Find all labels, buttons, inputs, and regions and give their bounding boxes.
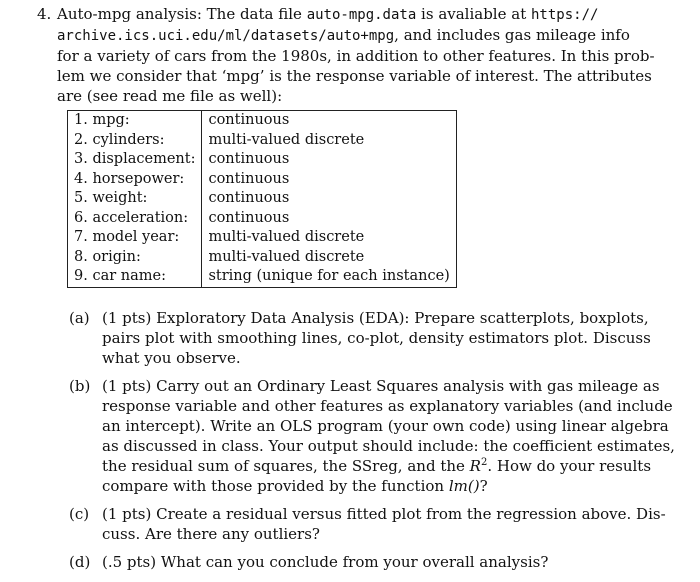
- intro-line: [57, 4, 689, 25]
- text-run: response variable and other features as explanatory variables (and include: [102, 397, 673, 415]
- attribute-type: continuous: [208, 190, 290, 206]
- sub-question-label: (b): [69, 377, 91, 395]
- text-run: is avaliable at: [416, 5, 531, 23]
- text-run: lem we consider that ‘mpg’ is the response variable of interest. The attributes: [57, 67, 652, 85]
- attribute-row: [68, 111, 457, 131]
- attribute-row: [68, 248, 457, 268]
- text-run: for a variety of cars from the 1980s, in addition to other features. In this prob-: [57, 47, 655, 65]
- attribute-type: multi-valued discrete: [208, 131, 365, 148]
- sub-question-line: [102, 308, 689, 328]
- attribute-row: [68, 209, 457, 229]
- italic-text: R: [469, 457, 481, 475]
- intro-line: [57, 25, 689, 46]
- attribute-name: 5. weight:: [68, 189, 202, 209]
- problem-intro: [37, 4, 689, 106]
- sub-question-line: [102, 348, 689, 368]
- attribute-type: continuous: [208, 209, 290, 226]
- sub-question-line: [102, 396, 689, 416]
- attribute-type: string (unique for each instance): [208, 268, 450, 284]
- text-run: (1 pts) Exploratory Data Analysis (EDA): Prepare scatterplots, boxplots,: [102, 309, 649, 327]
- text-run: (1 pts) Create a residual versus fitted plot from the regression above. Dis-: [102, 505, 666, 523]
- sub-question-line: [102, 456, 689, 476]
- attribute-name: 6. acceleration:: [68, 209, 202, 229]
- attribute-row: [68, 267, 457, 287]
- text-run: (1 pts) Carry out an Ordinary Least Squares analysis with gas mileage as: [102, 377, 660, 395]
- attribute-row: [68, 170, 457, 190]
- text-run: pairs plot with smoothing lines, co-plot, density estimators plot. Discuss: [102, 329, 651, 347]
- monospace-text: https://: [531, 7, 599, 23]
- attribute-name: 7. model year:: [68, 228, 202, 248]
- text-run: are (see read me file as well):: [57, 87, 283, 105]
- sub-question: [69, 504, 689, 544]
- attribute-name: 8. origin:: [68, 248, 202, 268]
- sub-question-line: [102, 504, 689, 524]
- text-run: , and includes gas mileage info: [394, 26, 630, 44]
- sub-question-text: [102, 376, 689, 496]
- attribute-type: multi-valued discrete: [208, 248, 365, 265]
- attribute-row: [68, 150, 457, 170]
- sub-question-line: [102, 328, 689, 348]
- intro-line: [57, 86, 689, 106]
- sub-question-text: [102, 552, 689, 572]
- attribute-table: [67, 110, 457, 288]
- text-run: as discussed in class. Your output should include: the coefficient estimates,: [102, 437, 675, 455]
- intro-line: [57, 66, 689, 86]
- intro-line: [57, 46, 689, 66]
- sub-question-line: [102, 524, 689, 544]
- sub-question-label: (a): [69, 309, 90, 327]
- sub-question: [69, 376, 689, 496]
- problem-parts-list: [69, 308, 689, 580]
- sub-question-line: [102, 552, 689, 572]
- superscript: 2: [480, 457, 488, 468]
- attribute-row: [68, 228, 457, 248]
- sub-question-text: [102, 308, 689, 368]
- attribute-type: multi-valued discrete: [208, 229, 365, 245]
- text-run: . How do your results: [487, 457, 652, 475]
- problem-intro-text: [57, 4, 689, 106]
- attribute-name: 4. horsepower:: [68, 170, 202, 190]
- attribute-name: 3. displacement:: [68, 150, 202, 170]
- attribute-type: continuous: [208, 170, 290, 187]
- text-run: ?: [479, 477, 488, 495]
- attribute-row: [68, 189, 457, 209]
- italic-text: lm(): [448, 477, 480, 495]
- text-run: Auto-mpg analysis: The data file: [57, 5, 307, 23]
- attribute-type: continuous: [208, 112, 290, 128]
- attribute-row: [68, 131, 457, 151]
- sub-question: [69, 552, 689, 572]
- sub-question-line: [102, 436, 689, 456]
- sub-question-line: [102, 476, 689, 496]
- attribute-name: 2. cylinders:: [68, 131, 202, 151]
- sub-question-line: [102, 376, 689, 396]
- text-run: (.5 pts) What can you conclude from your overall analysis?: [102, 553, 549, 571]
- text-run: what you observe.: [102, 349, 241, 367]
- sub-question-line: [102, 416, 689, 436]
- sub-question-label: (d): [69, 553, 91, 571]
- text-run: compare with those provided by the function: [102, 477, 449, 495]
- attribute-name: 9. car name:: [68, 267, 202, 287]
- text-run: cuss. Are there any outliers?: [102, 525, 320, 543]
- attribute-type: continuous: [208, 151, 290, 167]
- text-run: the residual sum of squares, the SSreg, and the: [102, 457, 470, 475]
- monospace-text: archive.ics.uci.edu/ml/datasets/auto+mpg: [57, 28, 395, 44]
- monospace-text: auto-mpg.data: [306, 7, 417, 23]
- sub-question: [69, 308, 689, 368]
- sub-question-text: [102, 504, 689, 544]
- attribute-name: 1. mpg:: [68, 111, 202, 131]
- problem-number: 4.: [37, 5, 52, 23]
- text-run: an intercept). Write an OLS program (your own code) using linear algebra: [102, 417, 669, 435]
- sub-question-label: (c): [69, 505, 90, 523]
